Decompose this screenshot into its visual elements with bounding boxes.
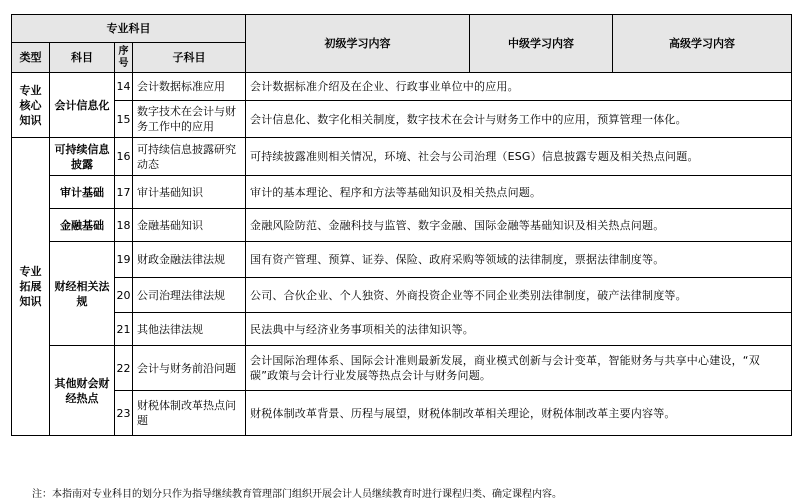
header-group: 专业科目 (12, 15, 246, 43)
row-content: 审计的基本理论、程序和方法等基础知识及相关热点问题。 (246, 176, 792, 209)
header-junior: 初级学习内容 (246, 15, 470, 73)
subject-law: 财经相关法规 (50, 242, 115, 346)
row-content: 可持续披露准则相关情况，环境、社会与公司治理（ESG）信息披露专题及相关热点问题。 (246, 138, 792, 176)
header-middle: 中级学习内容 (470, 15, 613, 73)
curriculum-table (11, 14, 792, 436)
row-content: 国有资产管理、预算、证券、保险、政府采购等领域的法律制度，票据法律制度等。 (246, 242, 792, 278)
table-row (12, 138, 792, 176)
subject-sustain: 可持续信息披露 (50, 138, 115, 176)
row-content: 公司、合伙企业、个人独资、外商投资企业等不同企业类别法律制度，破产法律制度等。 (246, 278, 792, 313)
sub-subject: 其他法律法规 (133, 313, 246, 346)
type-core: 专业核心知识 (12, 73, 50, 138)
row-number: 21 (115, 313, 133, 346)
table-row (12, 391, 792, 436)
row-number: 14 (115, 73, 133, 101)
sub-subject: 可持续信息披露研究动态 (133, 138, 246, 176)
footnote: 注：本指南对专业科目的划分只作为指导继续教育管理部门组织开展会计人员继续教育时进行课程归类、确定课程内容。 (32, 489, 562, 500)
type-ext: 专业拓展知识 (12, 138, 50, 436)
subject-acct-info: 会计信息化 (50, 73, 115, 138)
subject-hot: 其他财会财经热点 (50, 346, 115, 436)
table-row (12, 209, 792, 242)
row-content: 民法典中与经济业务事项相关的法律知识等。 (246, 313, 792, 346)
row-number: 16 (115, 138, 133, 176)
row-content: 金融风险防范、金融科技与监管、数字金融、国际金融等基础知识及相关热点问题。 (246, 209, 792, 242)
table-row (12, 101, 792, 138)
header-senior: 高级学习内容 (613, 15, 792, 73)
row-number: 18 (115, 209, 133, 242)
header-seq: 序号 (115, 43, 133, 73)
sub-subject: 公司治理法律法规 (133, 278, 246, 313)
row-number: 17 (115, 176, 133, 209)
sub-subject: 财政金融法律法规 (133, 242, 246, 278)
table-row (12, 176, 792, 209)
row-number: 23 (115, 391, 133, 436)
table-row (12, 242, 792, 278)
subject-finance: 金融基础 (50, 209, 115, 242)
table-row (12, 278, 792, 313)
row-content: 财税体制改革背景、历程与展望，财税体制改革相关理论，财税体制改革主要内容等。 (246, 391, 792, 436)
table-row (12, 313, 792, 346)
table-row (12, 73, 792, 101)
row-content: 会计国际治理体系、国际会计准则最新发展，商业模式创新与会计变革，智能财务与共享中心建设，“双碳”政策与会计行业发展等热点会计与财务问题。 (246, 346, 792, 391)
row-number: 15 (115, 101, 133, 138)
header-subject: 科目 (50, 43, 115, 73)
sub-subject: 财税体制改革热点问题 (133, 391, 246, 436)
header-row-1 (12, 15, 792, 43)
row-number: 22 (115, 346, 133, 391)
subject-audit: 审计基础 (50, 176, 115, 209)
table-row (12, 346, 792, 391)
row-content: 会计信息化、数字化相关制度，数字技术在会计与财务工作中的应用，预算管理一体化。 (246, 101, 792, 138)
row-number: 20 (115, 278, 133, 313)
row-number: 19 (115, 242, 133, 278)
sub-subject: 会计数据标准应用 (133, 73, 246, 101)
sub-subject: 审计基础知识 (133, 176, 246, 209)
row-content: 会计数据标准介绍及在企业、行政事业单位中的应用。 (246, 73, 792, 101)
header-type: 类型 (12, 43, 50, 73)
header-sub-subject: 子科目 (133, 43, 246, 73)
sub-subject: 会计与财务前沿问题 (133, 346, 246, 391)
sub-subject: 金融基础知识 (133, 209, 246, 242)
sub-subject: 数字技术在会计与财务工作中的应用 (133, 101, 246, 138)
